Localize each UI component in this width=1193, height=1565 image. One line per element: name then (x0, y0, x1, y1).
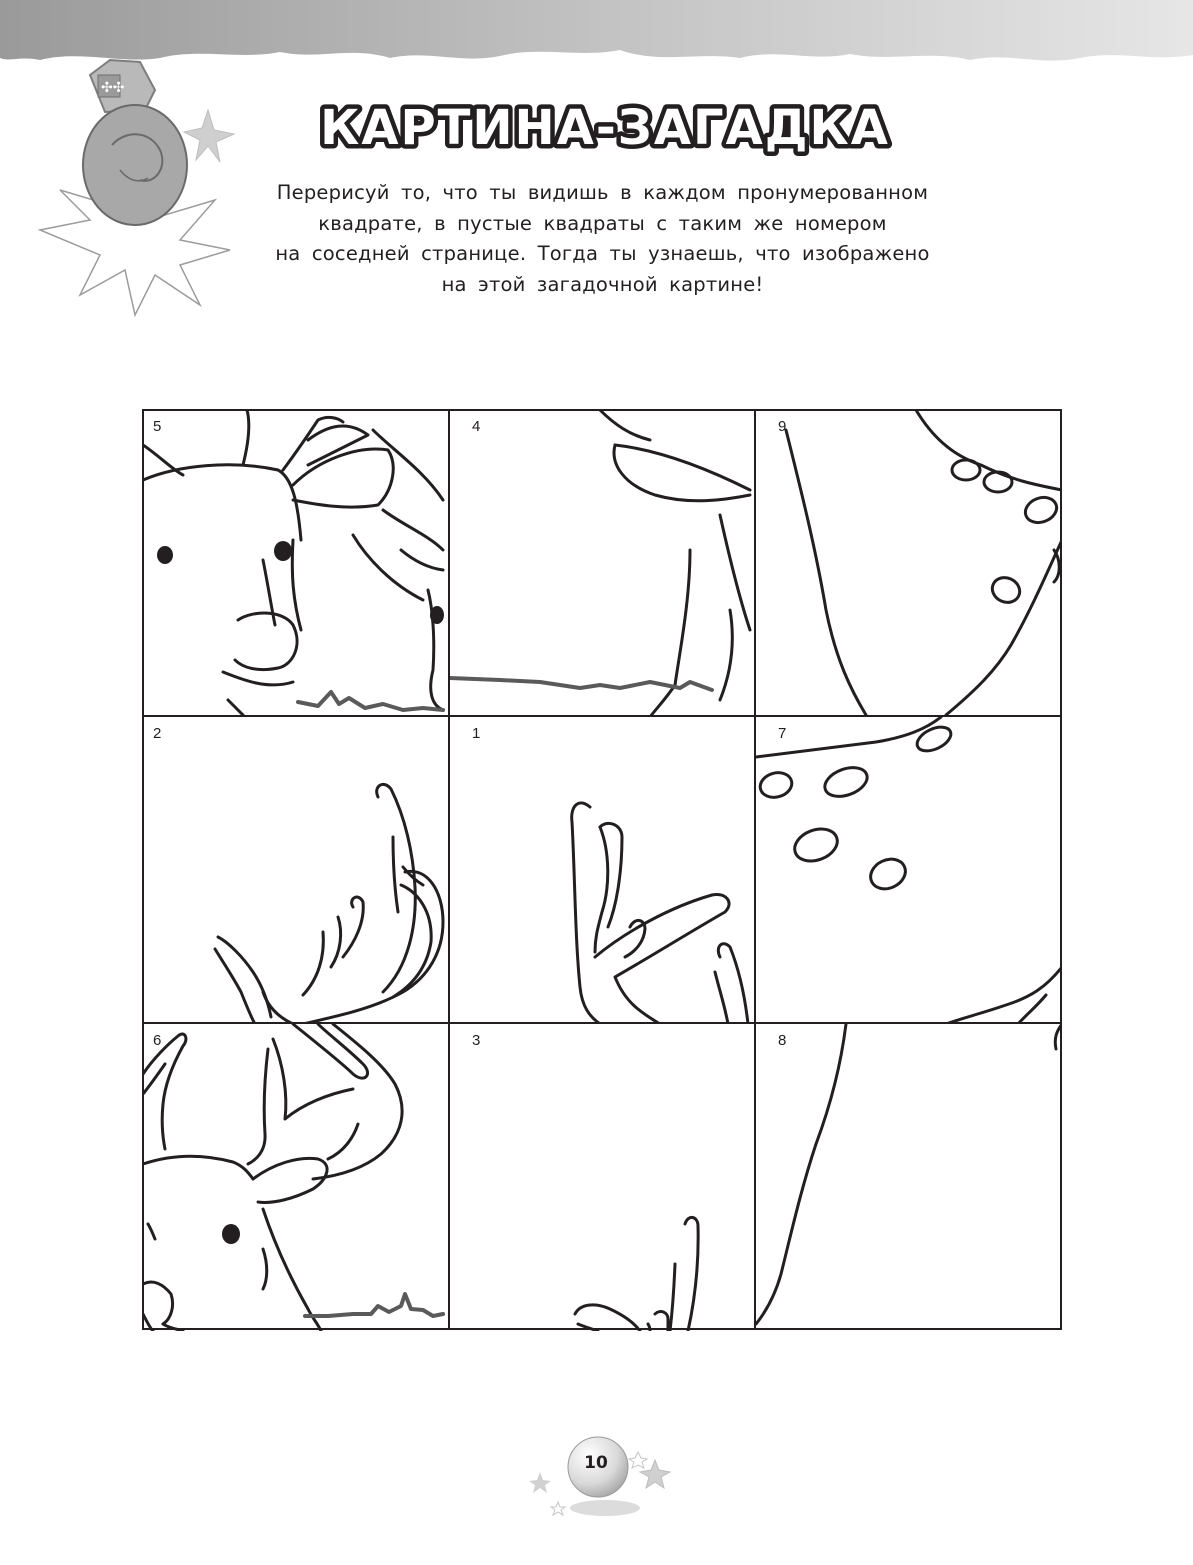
grid-cell (756, 410, 1062, 717)
grid-cell (450, 410, 756, 717)
cell-number: 1 (472, 725, 481, 742)
cell-number: 6 (153, 1032, 162, 1049)
eye-icon (143, 1024, 449, 1331)
cell-number: 8 (778, 1032, 787, 1049)
grid-cell (143, 1024, 449, 1331)
instructions-text (230, 178, 975, 300)
grid-cell (756, 717, 1062, 1024)
grid-cell (143, 717, 449, 1024)
antler-tip-drawing (450, 1024, 756, 1331)
page-title (300, 92, 910, 162)
cell-number: 7 (778, 725, 787, 742)
cell-number: 9 (778, 418, 787, 435)
grid-cell (143, 410, 449, 717)
deer-back-drawing (756, 410, 1062, 717)
deer-spots-drawing (756, 717, 1062, 1024)
svg-text:✣✣: ✣✣ (101, 80, 125, 96)
cell-number: 3 (472, 1032, 481, 1049)
grid-cell (756, 1024, 1062, 1331)
antler-drawing (450, 717, 756, 1024)
instruction-line: на соседней странице. Тогда ты узнаешь, что изображено (275, 242, 930, 265)
cell-number: 5 (153, 418, 162, 435)
mascot-illustration (30, 50, 245, 325)
puzzle-grid (142, 409, 1062, 1330)
antler-drawing (143, 717, 449, 1024)
page-number: 10 (584, 1453, 608, 1473)
grid-cell (450, 1024, 756, 1331)
deer-body-drawing (756, 1024, 1062, 1331)
cell-number: 4 (472, 418, 481, 435)
instruction-line: на этой загадочной картине! (441, 272, 764, 296)
grid-cell (450, 717, 756, 1024)
eye-icon (143, 410, 449, 717)
svg-text:КАРТИНА-ЗАГАДКА: КАРТИНА-ЗАГАДКА (320, 100, 890, 156)
instruction-line: квадрате, в пустые квадраты с таким же номером (318, 211, 887, 235)
cell-number: 2 (153, 725, 162, 742)
deer-ear-drawing (450, 410, 756, 717)
instruction-line: Перерисуй то, что ты видишь в каждом пронумерованном (276, 181, 929, 204)
